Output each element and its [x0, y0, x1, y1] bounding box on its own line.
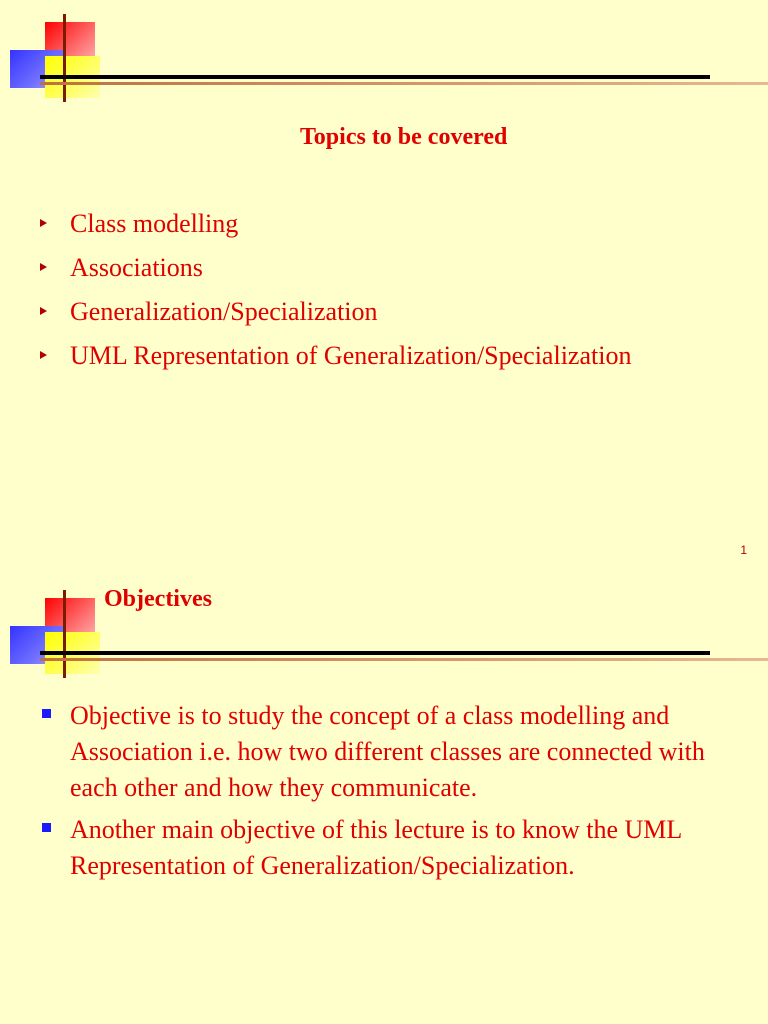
title-subrule — [40, 82, 768, 85]
objectives-list — [40, 698, 730, 884]
square-bullet-icon — [42, 709, 51, 718]
slide-objectives — [0, 576, 768, 1024]
list-item: Generalization/Specialization — [40, 294, 740, 330]
title-subrule — [40, 658, 768, 661]
square-bullet-icon — [42, 823, 51, 832]
list-item: UML Representation of Generalization/Specialization — [40, 338, 740, 374]
page-number: 1 — [740, 543, 747, 557]
list-item: Another main objective of this lecture is to know the UML Representation of Generalization/Specialization. — [40, 812, 730, 884]
vertical-line — [63, 14, 66, 102]
list-item: Objective is to study the concept of a class modelling and Association i.e. how two different classes are connected with each other and how they communicate. — [40, 698, 730, 806]
corner-decoration — [0, 576, 110, 686]
arrow-bullet-icon — [40, 351, 47, 359]
topics-list — [40, 206, 740, 374]
arrow-bullet-icon — [40, 307, 47, 315]
slide-title: Objectives — [104, 586, 212, 612]
arrow-bullet-icon — [40, 263, 47, 271]
list-item: Associations — [40, 250, 740, 286]
slide-title: Topics to be covered — [300, 124, 508, 150]
arrow-bullet-icon — [40, 219, 47, 227]
title-rule — [40, 75, 710, 79]
vertical-line — [63, 590, 66, 678]
corner-decoration — [0, 0, 110, 110]
list-item: Class modelling — [40, 206, 740, 242]
title-rule — [40, 651, 710, 655]
